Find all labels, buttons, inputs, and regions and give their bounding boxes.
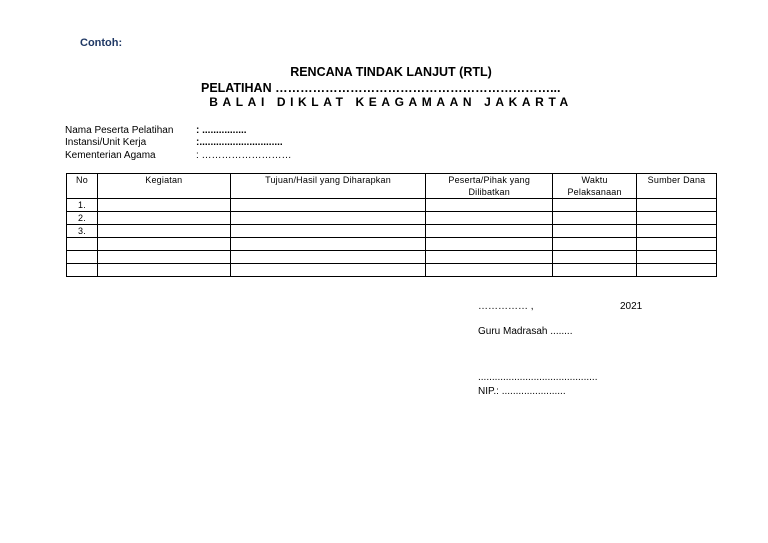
table-cell [97, 212, 230, 225]
table-cell [637, 212, 717, 225]
unit-label: Instansi/Unit Kerja [65, 137, 147, 148]
column-header: Sumber Dana [637, 174, 717, 199]
participant-name-label: Nama Peserta Pelatihan [65, 125, 174, 136]
table-cell [230, 264, 426, 277]
ministry-row [65, 150, 292, 161]
table-cell [426, 251, 553, 264]
table-cell [230, 212, 426, 225]
table-row [67, 212, 717, 225]
table-cell [426, 225, 553, 238]
table-cell [67, 251, 98, 264]
table-cell [637, 251, 717, 264]
table-cell [637, 225, 717, 238]
table-row [67, 238, 717, 251]
table-cell: 3. [67, 225, 98, 238]
rtl-table [66, 173, 717, 277]
table-cell [637, 264, 717, 277]
table-cell [637, 199, 717, 212]
participant-name-row [65, 125, 247, 136]
unit-row [65, 137, 283, 148]
column-header: No [67, 174, 98, 199]
column-header: Peserta/Pihak yang Dilibatkan [426, 174, 553, 199]
unit-value: :.............................. [196, 137, 283, 148]
table-row [67, 264, 717, 277]
table-cell [230, 251, 426, 264]
participant-name-value: : ................ [196, 125, 247, 136]
table-cell [230, 238, 426, 251]
table-cell [426, 199, 553, 212]
table-cell [426, 264, 553, 277]
table-cell [97, 238, 230, 251]
signatory-role: Guru Madrasah ........ [478, 326, 573, 337]
column-header: Waktu Pelaksanaan [553, 174, 637, 199]
table-cell [553, 199, 637, 212]
document-title: RENCANA TINDAK LANJUT (RTL) [290, 65, 492, 79]
table-cell [426, 238, 553, 251]
table-row [67, 199, 717, 212]
table-cell [553, 225, 637, 238]
table-cell [553, 238, 637, 251]
table-cell [67, 264, 98, 277]
nip-line: NIP.: ....................... [478, 386, 566, 397]
table-cell [97, 225, 230, 238]
table-cell: 1. [67, 199, 98, 212]
signature-line: ........................................... [478, 372, 598, 383]
table-row [67, 251, 717, 264]
column-header: Tujuan/Hasil yang Diharapkan [230, 174, 426, 199]
training-line: PELATIHAN …………………………………………………………... [201, 81, 561, 95]
table-cell: 2. [67, 212, 98, 225]
table-cell [553, 251, 637, 264]
table-cell [553, 264, 637, 277]
signature-year: 2021 [620, 301, 643, 312]
table-cell [553, 212, 637, 225]
table-cell [426, 212, 553, 225]
place-date: …………… , [478, 301, 534, 312]
example-label: Contoh: [80, 37, 123, 49]
table-cell [230, 199, 426, 212]
table-cell [230, 225, 426, 238]
table-header-row [67, 174, 717, 199]
table-cell [637, 238, 717, 251]
ministry-label: Kementerian Agama [65, 150, 156, 161]
table-cell [97, 199, 230, 212]
table-row [67, 225, 717, 238]
table-cell [97, 251, 230, 264]
table-cell [67, 238, 98, 251]
table-cell [97, 264, 230, 277]
column-header: Kegiatan [97, 174, 230, 199]
ministry-value: : ……………………… [196, 150, 292, 161]
institution-name: BALAI DIKLAT KEAGAMAAN JAKARTA [209, 95, 573, 109]
